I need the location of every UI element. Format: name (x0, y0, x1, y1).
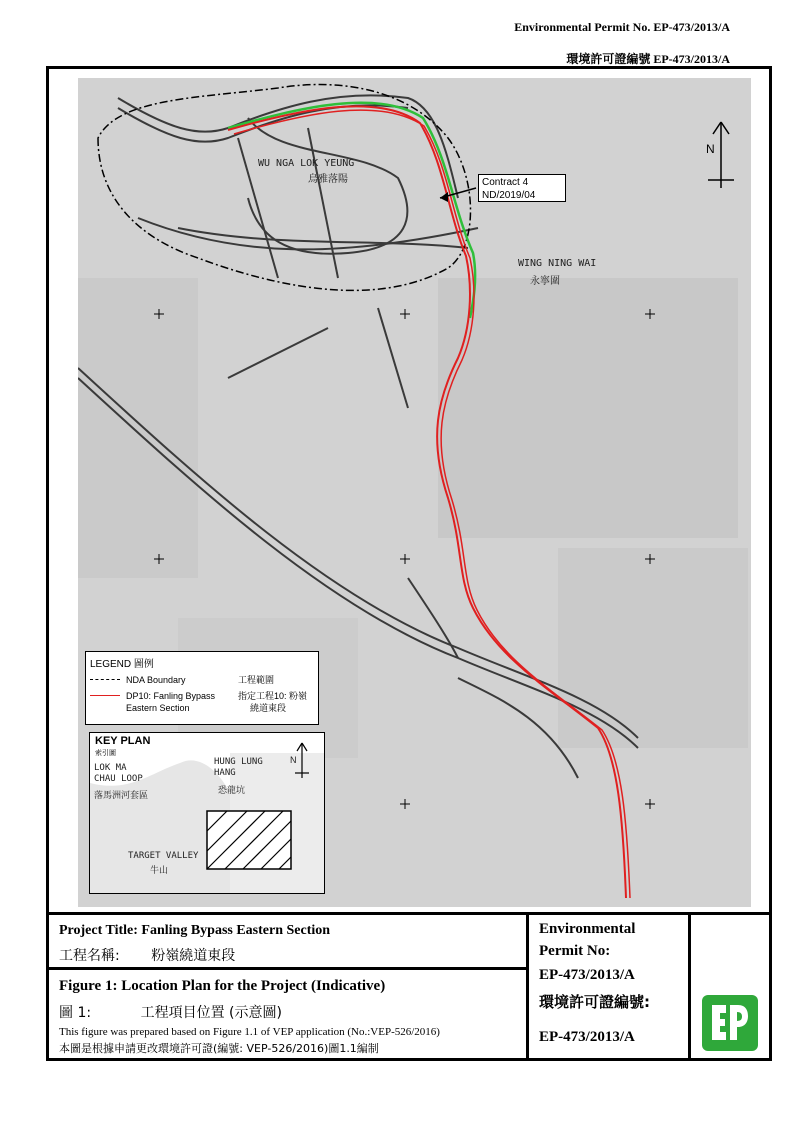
key-plan-subtitle: 索引圖 (95, 750, 116, 757)
title-block-figure (49, 967, 529, 1058)
figure-note-en: This figure was prepared based on Figure 1.1 of VEP application (No.:VEP-526/2016) (59, 1026, 440, 1038)
legend-cn-nda: 工程範圍 (238, 675, 275, 685)
permit-header-cn: 環境許可證編號 EP-473/2013/A (566, 52, 730, 66)
place-wu-ngai-lok-yeung-cn: 烏雅落陽 (308, 174, 348, 185)
project-title-cn-label: 工程名稱: (59, 948, 120, 964)
project-title-cn: 粉嶺繞道東段 (151, 948, 236, 964)
epd-logo-icon (702, 995, 758, 1051)
figure-title-en: Figure 1: Location Plan for the Project (Indicative) (59, 978, 386, 994)
place-wing-ning-wai: WING NING WAI (518, 258, 597, 269)
drawing-frame (46, 66, 772, 1061)
label-lok-ma-chau-cn: 落馬洲河套區 (94, 791, 149, 801)
figure-note-cn: 本圖是根據申請更改環境許可證(編號: VEP-526/2016)圖1.1編制 (59, 1042, 379, 1055)
legend-item-dp10 (90, 690, 315, 718)
legend-cn-dp10: 指定工程10: 粉嶺 (238, 691, 308, 701)
title-block-logo (691, 912, 769, 1058)
legend-cn-dp10-2: 繞道東段 (250, 703, 287, 713)
label-hung-lung-hang-cn: 恐龍坑 (218, 786, 246, 796)
key-plan-inset (89, 732, 325, 894)
contract-callout (478, 174, 566, 202)
key-plan-map (90, 733, 324, 893)
title-block-permit (529, 912, 691, 1058)
title-block-project (49, 912, 529, 967)
permit-label-line2: Permit No: (539, 943, 611, 959)
place-wu-ngai-lok-yeung: WU NGA LOK YEUNG (258, 158, 355, 169)
permit-number: EP-473/2013/A (539, 967, 635, 983)
permit-cn-label: 環境許可證編號: (539, 993, 650, 1011)
legend-label-dp10-2: Eastern Section (126, 703, 190, 713)
legend-panel (85, 651, 319, 725)
figure-title-cn-label: 圖 1: (59, 1005, 92, 1021)
location-map[interactable] (78, 78, 751, 907)
key-plan-north-label: N (290, 755, 297, 765)
permit-label-line1: Environmental (539, 921, 636, 937)
permit-number-cn: EP-473/2013/A (539, 1029, 635, 1045)
legend-dashdot-swatch (90, 679, 120, 680)
legend-label-nda: NDA Boundary (126, 675, 186, 685)
legend-item-nda (90, 674, 315, 688)
legend-label-dp10: DP10: Fanling Bypass (126, 691, 216, 701)
label-target-valley: TARGET VALLEY (128, 851, 199, 861)
label-target-valley-cn: 牛山 (150, 866, 169, 876)
figure-title-cn: 工程項目位置 (示意圖) (140, 1005, 282, 1021)
label-hung-lung-hang: HUNG LUNG HANG (214, 757, 263, 778)
permit-header-en: Environmental Permit No. EP-473/2013/A (514, 20, 730, 34)
contract-line2: ND/2019/04 (482, 190, 536, 201)
project-title-cn-row (59, 945, 235, 965)
contract-line1: Contract 4 (482, 177, 529, 188)
legend-red-swatch (90, 695, 120, 696)
place-wing-ning-wai-cn: 永寧圍 (530, 276, 560, 287)
label-lok-ma-chau: LOK MA CHAU LOOP (94, 763, 143, 784)
figure-title-cn-row (59, 1002, 282, 1022)
key-plan-title: KEY PLAN (95, 735, 151, 747)
north-label: N (706, 142, 715, 156)
legend-title: LEGEND 圖例 (90, 659, 154, 670)
project-title-en: Project Title: Fanling Bypass Eastern Section (59, 923, 331, 938)
